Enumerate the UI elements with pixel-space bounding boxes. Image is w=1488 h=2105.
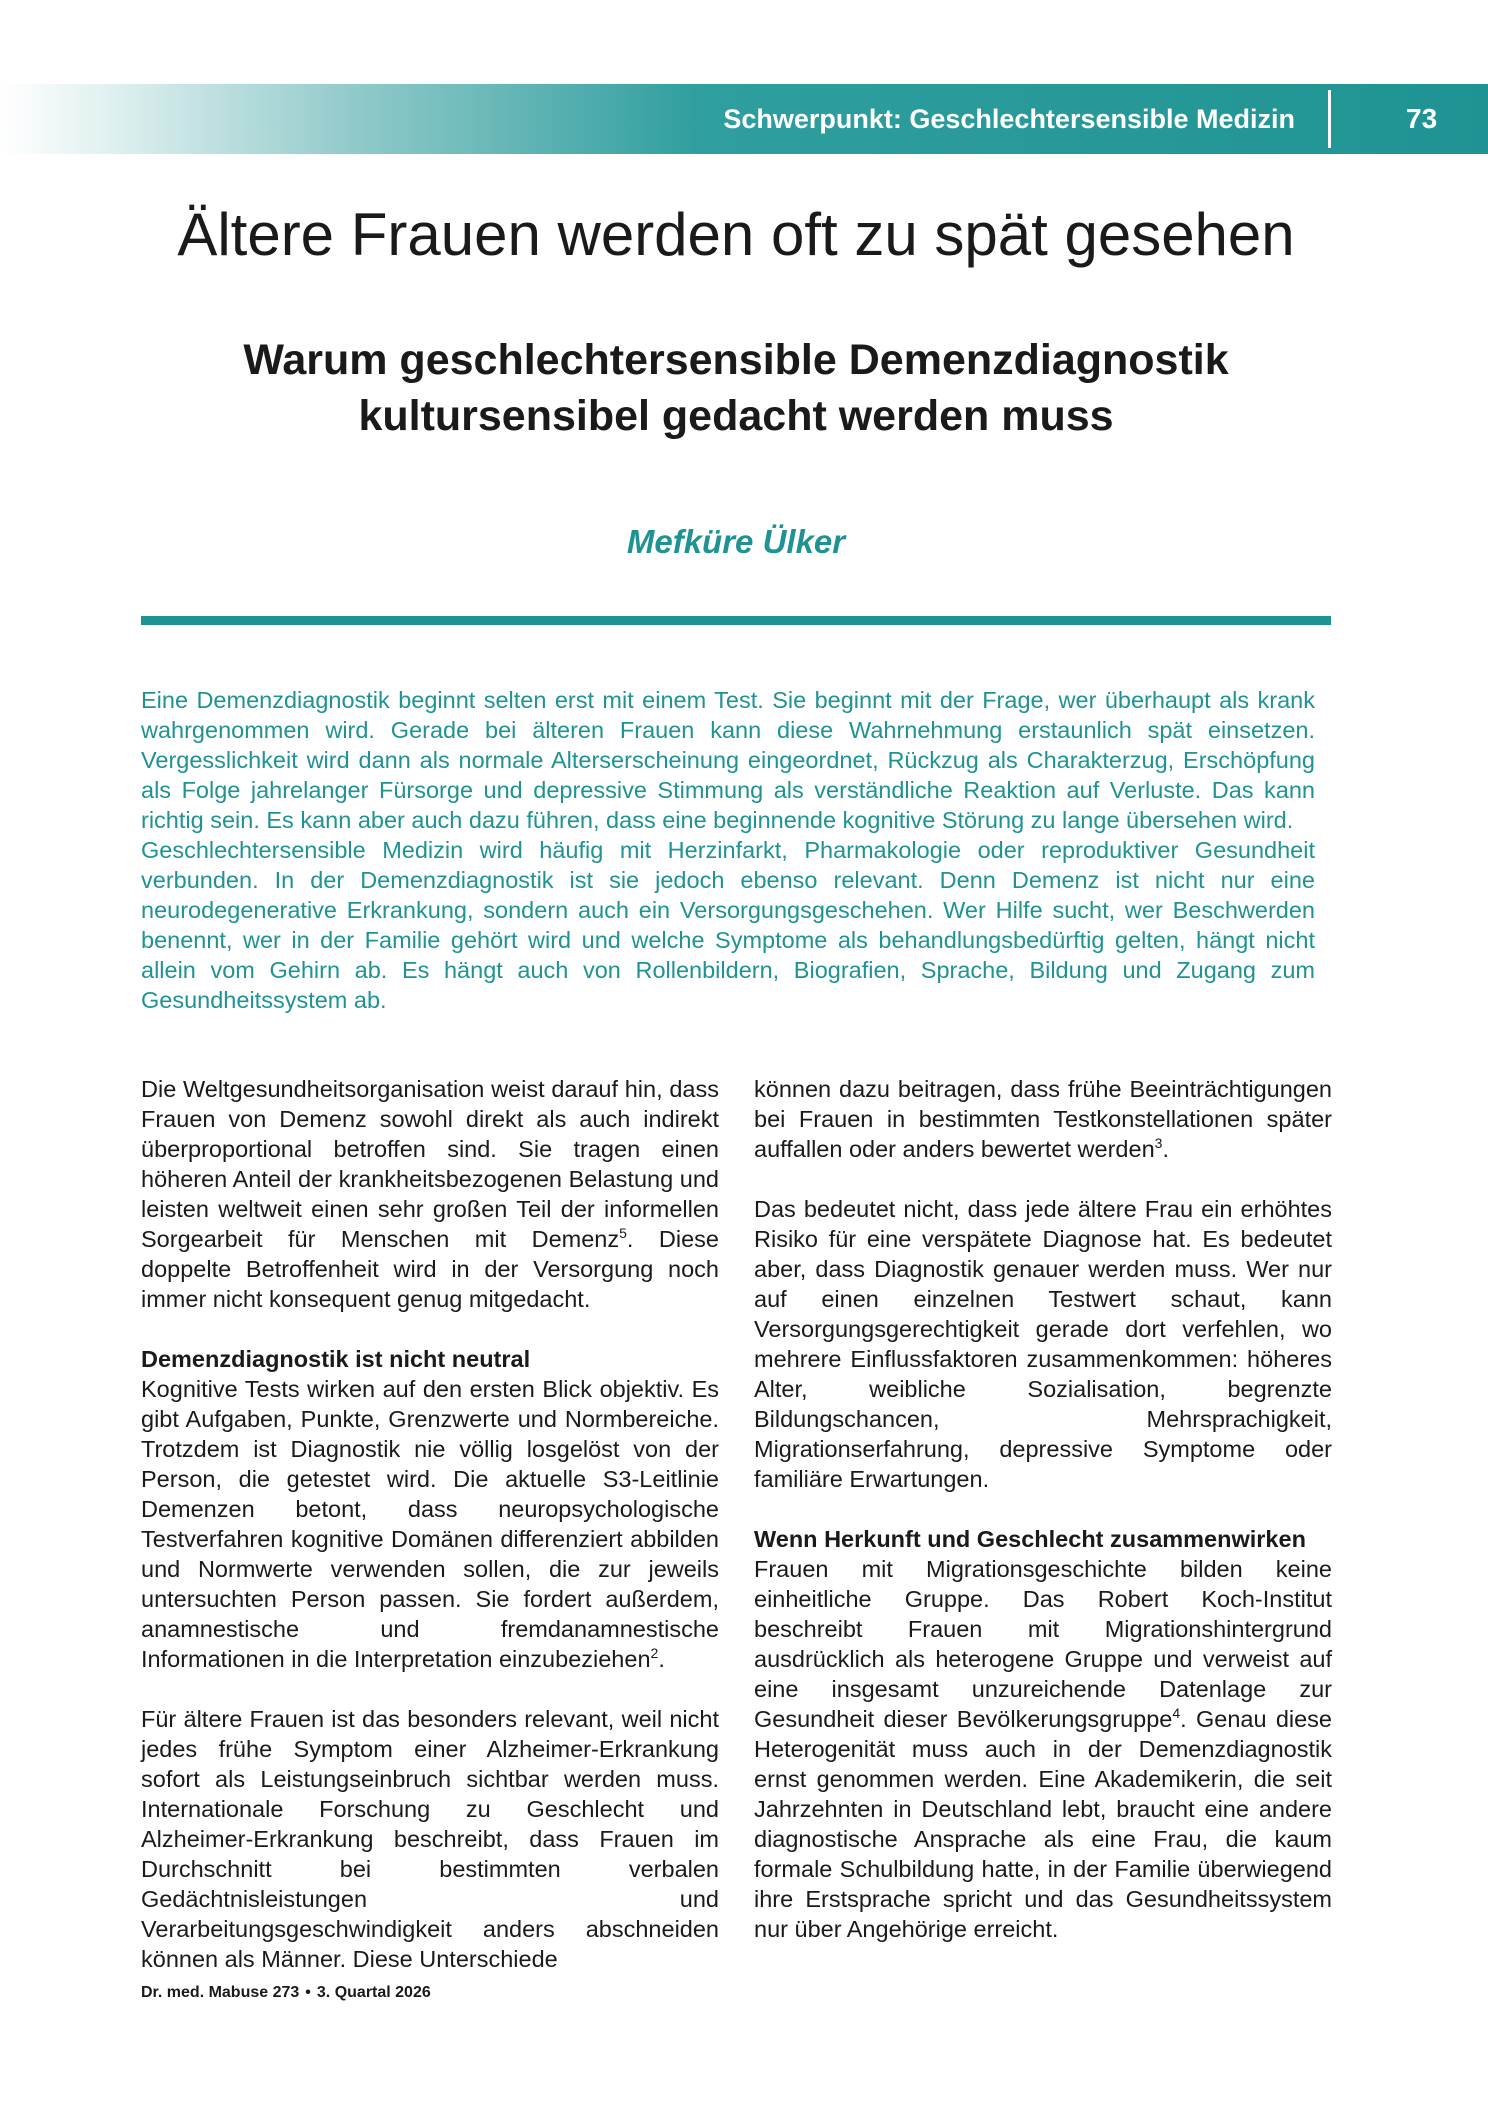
footnote-ref: 2 bbox=[650, 1645, 659, 1662]
issue-label: 3. Quartal 2026 bbox=[316, 1984, 431, 2001]
body-column-left bbox=[141, 1074, 719, 1974]
footer-separator: • bbox=[305, 1984, 311, 2001]
paragraph-text: Frauen mit Migrationsgeschichte bilden keine einheitliche Gruppe. Das Robert Koch-Institut beschreibt Frauen mit Migrationshintergrund ausdrücklich als heterogene Gruppe und verweist auf eine insgesamt unzureichende Datenlage zur Gesundheit dieser Bevölkerungsgruppe bbox=[754, 1556, 1332, 1732]
section-heading: Demenzdiagnostik ist nicht neutral bbox=[141, 1346, 531, 1372]
page-number: 73 bbox=[1406, 103, 1438, 134]
section-label: Schwerpunkt: Geschlechtersensible Medizin bbox=[723, 104, 1295, 134]
body-paragraph bbox=[754, 1554, 1332, 1944]
paragraph-text: . bbox=[658, 1646, 665, 1672]
subtitle-line-1: Warum geschlechtersensible Demenzdiagnostik bbox=[243, 336, 1229, 384]
lead-paragraph-1: Eine Demenzdiagnostik beginnt selten erst mit einem Test. Sie beginnt mit der Frage, wer überhaupt als krank wahrgenommen wird. Gerade bei älteren Frauen kann diese Wahrnehmung erstaunlich spät einsetzen. Vergesslichkeit wird dann als normale Alterserscheinung eingeordnet, Rückzug als Charakterzug, Erschöpfung als Folge jahrelanger Fürsorge und depressive Stimmung als verständliche Reaktion auf Verluste. Das kann richtig sein. Es kann aber auch dazu führen, dass eine beginnende kognitive Störung zu lange übersehen wird. bbox=[141, 687, 1315, 833]
paragraph-text: können dazu beitragen, dass frühe Beeinträchtigungen bei Frauen in bestimmten Testkonstellationen später auffallen oder anders bewertet werden bbox=[754, 1076, 1332, 1162]
body-paragraph bbox=[754, 1074, 1332, 1164]
footnote-ref: 4 bbox=[1172, 1705, 1181, 1722]
paragraph-text: . bbox=[1162, 1136, 1169, 1162]
paragraph-text: . Diese doppelte Betroffenheit wird in der Versorgung noch immer nicht konsequent genug mitgedacht. bbox=[141, 1226, 719, 1312]
body-paragraph: Das bedeutet nicht, dass jede ältere Frau ein erhöhtes Risiko für eine verspätete Diagnose hat. Es bedeutet aber, dass Diagnostik genauer werden muss. Wer nur auf einen einzelnen Testwert schaut, kann Versorgungsgerechtigkeit gerade dort verfehlen, wo mehrere Einflussfaktoren zusammenkommen: höheres Alter, weibliche Sozialisation, begrenzte Bildungschancen, Mehrsprachigkeit, Migrationserfahrung, depressive Symptome oder familiäre Erwartungen. bbox=[754, 1196, 1332, 1492]
header-divider bbox=[1328, 90, 1331, 148]
article-subtitle bbox=[0, 332, 1472, 444]
subtitle-line-2: kultursensibel gedacht werden muss bbox=[358, 392, 1114, 440]
footnote-ref: 5 bbox=[619, 1225, 627, 1242]
page-footer bbox=[141, 1984, 431, 2002]
section-heading: Wenn Herkunft und Geschlecht zusammenwirken bbox=[754, 1526, 1306, 1552]
lead-paragraph-2: Geschlechtersensible Medizin wird häufig mit Herzinfarkt, Pharmakologie oder reproduktiver Gesundheit verbunden. In der Demenzdiagnostik ist sie jedoch ebenso relevant. Denn Demenz ist nicht nur eine neurodegenerative Erkrankung, sondern auch ein Versorgungsgeschehen. Wer Hilfe sucht, wer Beschwerden benennt, wer in der Familie gehört wird und welche Symptome als behandlungsbedürftig gelten, hängt nicht allein vom Gehirn ab. Es hängt auch von Rollenbildern, Biografien, Sprache, Bildung und Zugang zum Gesundheitssystem ab. bbox=[141, 837, 1315, 1013]
article-title: Ältere Frauen werden oft zu spät gesehen bbox=[177, 201, 1295, 268]
lead-text bbox=[141, 685, 1315, 1015]
body-column-right bbox=[754, 1074, 1332, 1944]
author-name: Mefküre Ülker bbox=[626, 523, 846, 560]
body-paragraph: Für ältere Frauen ist das besonders relevant, weil nicht jedes frühe Symptom einer Alzheimer-Erkrankung sofort als Leistungseinbruch sichtbar werden muss. Internationale Forschung zu Geschlecht und Alzheimer-Erkrankung beschreibt, dass Frauen im Durchschnitt bei bestimmten verbalen Gedächtnisleistungen und Verarbeitungsgeschwindigkeit anders abschneiden können als Männer. Diese Unterschiede bbox=[141, 1706, 719, 1972]
footnote-ref: 3 bbox=[1154, 1135, 1163, 1152]
publication-name: Dr. med. Mabuse 273 bbox=[141, 1984, 300, 2001]
paragraph-text: . Genau diese Heterogenität muss auch in der Demenzdiagnostik ernst genommen werden. Eine Akademikerin, die seit Jahrzehnten in Deutschland lebt, braucht eine andere diagnostische Ansprache als eine Frau, die kaum formale Schulbildung hatte, in der Familie überwiegend ihre Erstsprache spricht und das Gesundheitssystem nur über Angehörige erreicht. bbox=[754, 1706, 1333, 1942]
paragraph-text: Die Weltgesundheitsorganisation weist darauf hin, dass Frauen von Demenz sowohl direkt als auch indirekt überproportional betroffen sind. Sie tragen einen höheren Anteil der krankheitsbezogenen Belastung und leisten weltweit einen sehr großen Teil der informellen Sorgearbeit für Menschen mit Demenz bbox=[141, 1076, 719, 1252]
body-paragraph bbox=[141, 1374, 719, 1674]
body-paragraph bbox=[141, 1074, 719, 1314]
paragraph-text: Kognitive Tests wirken auf den ersten Blick objektiv. Es gibt Aufgaben, Punkte, Grenzwerte und Normbereiche. Trotzdem ist Diagnostik nie völlig losgelöst von der Person, die getestet wird. Die aktuelle S3-Leitlinie Demenzen betont, dass neuropsychologische Testverfahren kognitive Domänen differenziert abbilden und Normwerte verwenden sollen, die zur jeweils untersuchten Person passen. Sie fordert außerdem, anamnestische und fremdanamnestische Informationen in die Interpretation einzubeziehen bbox=[141, 1376, 719, 1672]
title-rule bbox=[141, 616, 1331, 625]
